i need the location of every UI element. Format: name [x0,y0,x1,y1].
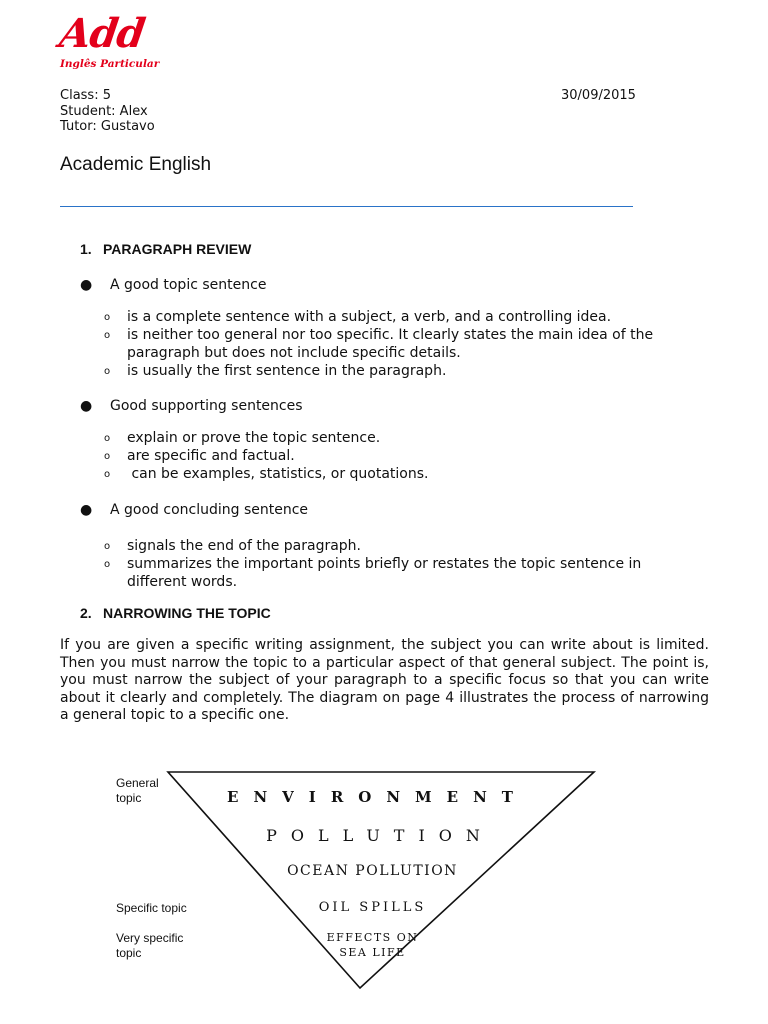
level-ocean-pollution: OCEAN POLLUTION [287,863,458,879]
student-name: Student: Alex [60,103,148,119]
level-effects-on: EFFECTS ON [326,931,419,944]
lesson-meta [60,88,155,135]
body-paragraph: If you are given a specific writing assignment, the subject you can write about is limited. Then you must narrow the topic to a particular aspect of that general subject. The point is, you must narrow the subject of your paragraph to a specific focus so that you can write about it clearly and completely. The diagram on page 4 illustrates the process of narrowing a general topic to a specific one. [60,637,709,723]
label-general-topic: General topic [116,776,159,805]
company-logo [56,10,160,70]
level-sea-life: SEA LIFE [339,946,406,959]
bullet-topic-sentence [80,277,266,293]
supporting-sentences-list [104,429,704,483]
label-very-specific-topic: Very specific topic [116,931,184,960]
list-item: o signals the end of the paragraph. [104,538,362,554]
list-item: o can be examples, statistics, or quotations. [104,466,429,482]
list-item: o is neither too general nor too specific. It clearly states the main idea of the paragraph but does not include specific details. [104,327,654,361]
circle-bullet-icon: o [104,433,111,444]
bullet-label: Good supporting sentences [110,398,303,414]
bullet-dot-icon: ● [80,502,93,518]
bullet-supporting-sentences [80,398,303,414]
bullet-dot-icon: ● [80,398,93,414]
list-item: o is usually the first sentence in the paragraph. [104,363,447,379]
title-divider [60,206,633,207]
circle-bullet-icon: o [104,366,111,377]
bullet-label: A good concluding sentence [110,502,309,518]
topic-narrowing-diagram [110,760,610,1000]
level-environment: ENVIRONMENT [227,788,528,806]
section-heading-narrowing-topic [80,605,271,621]
section-heading-paragraph-review [80,241,251,257]
circle-bullet-icon: o [104,469,111,480]
section-heading-text: PARAGRAPH REVIEW [103,241,252,257]
circle-bullet-icon: o [104,541,111,552]
circle-bullet-icon: o [104,312,111,323]
circle-bullet-icon: o [104,451,111,462]
list-item: o explain or prove the topic sentence. [104,430,381,446]
label-specific-topic: Specific topic [116,901,187,915]
level-oil-spills: OIL SPILLS [318,900,427,915]
bullet-dot-icon: ● [80,277,93,293]
page-title: Academic English [60,154,212,175]
section-number: 2. [80,605,92,621]
class-number: Class: 5 [60,88,111,103]
list-item: o is a complete sentence with a subject, a verb, and a controlling idea. [104,309,612,325]
concluding-sentence-list [104,537,704,591]
logo-wordmark: Add [56,10,148,57]
circle-bullet-icon: o [104,559,111,570]
list-item: o are specific and factual. [104,448,295,464]
level-pollution: POLLUTION [266,826,494,845]
lesson-date: 30/09/2015 [561,88,636,103]
topic-sentence-list [104,308,704,380]
logo-tagline: Inglês Particular [60,58,160,70]
tutor-name: Tutor: Gustavo [60,119,155,134]
list-item: o summarizes the important points briefly or restates the topic sentence in different words. [104,556,642,590]
bullet-concluding-sentence [80,502,308,518]
bullet-label: A good topic sentence [110,277,267,293]
section-heading-text: NARROWING THE TOPIC [103,605,271,621]
circle-bullet-icon: o [104,330,111,341]
section-number: 1. [80,241,92,257]
